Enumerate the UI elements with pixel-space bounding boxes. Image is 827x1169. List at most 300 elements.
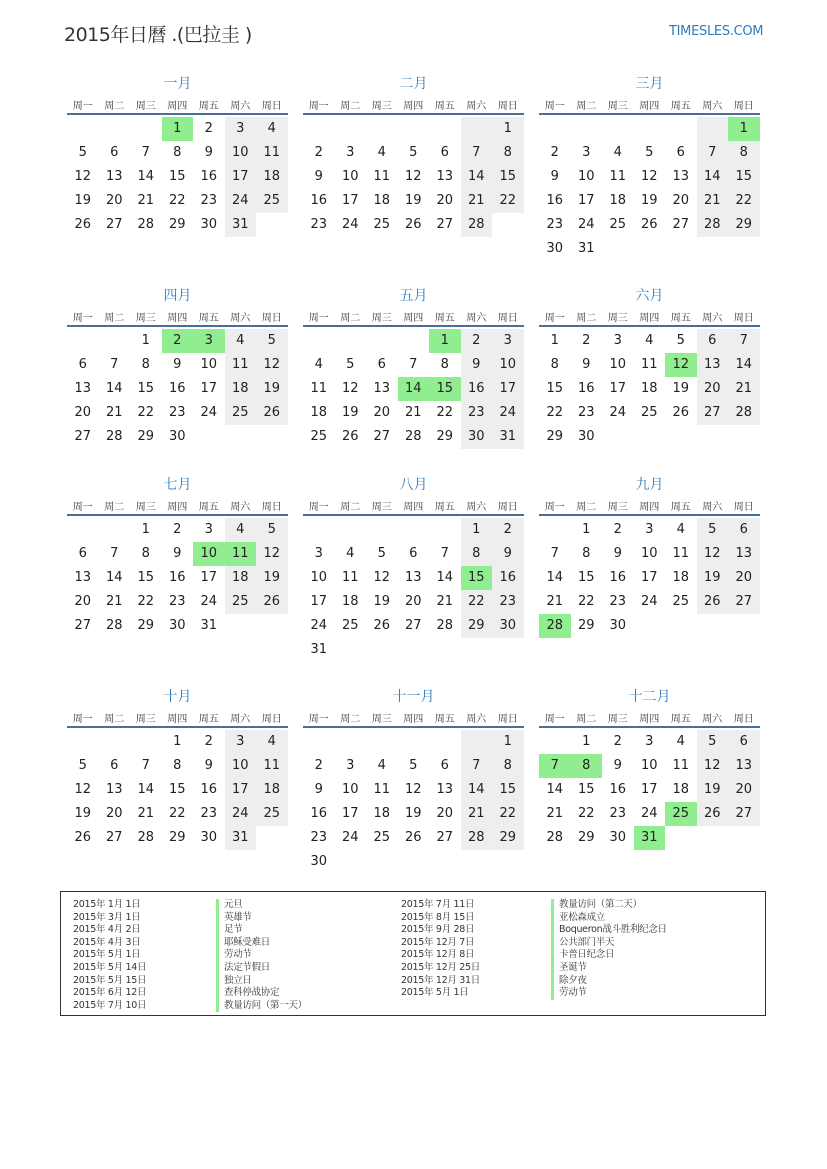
day-cell[interactable]: 25 xyxy=(609,217,627,232)
day-cell[interactable]: 8 xyxy=(141,357,150,372)
day-cell[interactable]: 27 xyxy=(373,429,391,444)
day-cell[interactable]: 22 xyxy=(436,405,454,420)
day-cell[interactable]: 4 xyxy=(676,734,685,749)
day-cell[interactable]: 6 xyxy=(78,546,87,561)
day-cell[interactable]: 4 xyxy=(645,333,654,348)
day-cell[interactable]: 15 xyxy=(137,570,155,585)
day-cell[interactable]: 6 xyxy=(728,518,760,542)
day-cell[interactable]: 26 xyxy=(672,405,690,420)
day-cell[interactable]: 12 xyxy=(665,353,697,377)
day-cell[interactable]: 29 xyxy=(461,614,493,638)
day-cell[interactable]: 6 xyxy=(728,730,760,754)
day-cell[interactable]: 24 xyxy=(200,594,218,609)
day-cell[interactable]: 11 xyxy=(225,542,257,566)
day-cell[interactable]: 14 xyxy=(436,570,454,585)
day-cell[interactable]: 16 xyxy=(310,193,328,208)
day-cell[interactable]: 25 xyxy=(672,594,690,609)
day-cell[interactable]: 6 xyxy=(697,329,729,353)
day-cell[interactable]: 2 xyxy=(162,329,194,353)
day-cell[interactable]: 4 xyxy=(346,546,355,561)
day-cell[interactable]: 10 xyxy=(640,758,658,773)
day-cell[interactable]: 22 xyxy=(461,590,493,614)
day-cell[interactable]: 29 xyxy=(728,213,760,237)
day-cell[interactable]: 16 xyxy=(492,566,524,590)
day-cell[interactable]: 16 xyxy=(310,806,328,821)
day-cell[interactable]: 3 xyxy=(582,145,591,160)
day-cell[interactable]: 8 xyxy=(571,754,603,778)
day-cell[interactable]: 5 xyxy=(346,357,355,372)
day-cell[interactable]: 30 xyxy=(577,429,595,444)
day-cell[interactable]: 16 xyxy=(200,782,218,797)
day-cell[interactable]: 2 xyxy=(314,145,323,160)
day-cell[interactable]: 10 xyxy=(225,141,257,165)
day-cell[interactable]: 23 xyxy=(200,193,218,208)
day-cell[interactable]: 26 xyxy=(404,217,422,232)
day-cell[interactable]: 27 xyxy=(105,830,123,845)
day-cell[interactable]: 1 xyxy=(492,730,524,754)
day-cell[interactable]: 31 xyxy=(634,826,666,850)
day-cell[interactable]: 13 xyxy=(105,169,123,184)
day-cell[interactable]: 9 xyxy=(582,357,591,372)
day-cell[interactable]: 1 xyxy=(141,522,150,537)
day-cell[interactable]: 17 xyxy=(492,377,524,401)
day-cell[interactable]: 28 xyxy=(436,618,454,633)
day-cell[interactable]: 28 xyxy=(137,830,155,845)
day-cell[interactable]: 27 xyxy=(672,217,690,232)
day-cell[interactable]: 7 xyxy=(141,758,150,773)
day-cell[interactable]: 13 xyxy=(74,381,92,396)
day-cell[interactable]: 19 xyxy=(404,806,422,821)
day-cell[interactable]: 2 xyxy=(314,758,323,773)
day-cell[interactable]: 12 xyxy=(74,782,92,797)
day-cell[interactable]: 26 xyxy=(74,217,92,232)
day-cell[interactable]: 14 xyxy=(728,353,760,377)
day-cell[interactable]: 6 xyxy=(110,758,119,773)
day-cell[interactable]: 5 xyxy=(409,758,418,773)
day-cell[interactable]: 2 xyxy=(173,522,182,537)
day-cell[interactable]: 10 xyxy=(193,542,225,566)
day-cell[interactable]: 29 xyxy=(168,830,186,845)
day-cell[interactable]: 17 xyxy=(577,193,595,208)
day-cell[interactable]: 12 xyxy=(373,570,391,585)
day-cell[interactable]: 20 xyxy=(728,566,760,590)
day-cell[interactable]: 19 xyxy=(404,193,422,208)
day-cell[interactable]: 16 xyxy=(609,782,627,797)
day-cell[interactable]: 18 xyxy=(310,405,328,420)
day-cell[interactable]: 18 xyxy=(672,570,690,585)
day-cell[interactable]: 26 xyxy=(256,590,288,614)
day-cell[interactable]: 19 xyxy=(74,193,92,208)
day-cell[interactable]: 27 xyxy=(728,590,760,614)
day-cell[interactable]: 31 xyxy=(200,618,218,633)
day-cell[interactable]: 26 xyxy=(74,830,92,845)
day-cell[interactable]: 28 xyxy=(728,401,760,425)
day-cell[interactable]: 3 xyxy=(225,730,257,754)
day-cell[interactable]: 25 xyxy=(256,802,288,826)
day-cell[interactable]: 24 xyxy=(640,806,658,821)
day-cell[interactable]: 25 xyxy=(225,401,257,425)
day-cell[interactable]: 22 xyxy=(168,193,186,208)
day-cell[interactable]: 21 xyxy=(546,806,564,821)
day-cell[interactable]: 12 xyxy=(697,542,729,566)
day-cell[interactable]: 5 xyxy=(256,518,288,542)
day-cell[interactable]: 8 xyxy=(461,542,493,566)
day-cell[interactable]: 2 xyxy=(613,522,622,537)
day-cell[interactable]: 21 xyxy=(436,594,454,609)
day-cell[interactable]: 1 xyxy=(173,734,182,749)
day-cell[interactable]: 10 xyxy=(341,782,359,797)
day-cell[interactable]: 26 xyxy=(640,217,658,232)
day-cell[interactable]: 18 xyxy=(256,165,288,189)
day-cell[interactable]: 5 xyxy=(377,546,386,561)
day-cell[interactable]: 18 xyxy=(373,806,391,821)
day-cell[interactable]: 20 xyxy=(74,594,92,609)
day-cell[interactable]: 21 xyxy=(105,594,123,609)
day-cell[interactable]: 2 xyxy=(492,518,524,542)
day-cell[interactable]: 29 xyxy=(577,618,595,633)
day-cell[interactable]: 4 xyxy=(377,145,386,160)
day-cell[interactable]: 10 xyxy=(609,357,627,372)
day-cell[interactable]: 15 xyxy=(577,570,595,585)
day-cell[interactable]: 27 xyxy=(436,830,454,845)
day-cell[interactable]: 28 xyxy=(404,429,422,444)
day-cell[interactable]: 29 xyxy=(436,429,454,444)
day-cell[interactable]: 21 xyxy=(105,405,123,420)
day-cell[interactable]: 11 xyxy=(672,758,690,773)
day-cell[interactable]: 18 xyxy=(609,193,627,208)
day-cell[interactable]: 23 xyxy=(310,830,328,845)
day-cell[interactable]: 7 xyxy=(697,141,729,165)
day-cell[interactable]: 6 xyxy=(676,145,685,160)
day-cell[interactable]: 28 xyxy=(546,830,564,845)
day-cell[interactable]: 24 xyxy=(225,189,257,213)
day-cell[interactable]: 17 xyxy=(341,193,359,208)
day-cell[interactable]: 12 xyxy=(640,169,658,184)
day-cell[interactable]: 31 xyxy=(492,425,524,449)
day-cell[interactable]: 13 xyxy=(436,169,454,184)
day-cell[interactable]: 1 xyxy=(429,329,461,353)
day-cell[interactable]: 11 xyxy=(373,782,391,797)
day-cell[interactable]: 23 xyxy=(461,401,493,425)
day-cell[interactable]: 26 xyxy=(404,830,422,845)
day-cell[interactable]: 1 xyxy=(461,518,493,542)
day-cell[interactable]: 11 xyxy=(609,169,627,184)
day-cell[interactable]: 14 xyxy=(398,377,430,401)
day-cell[interactable]: 12 xyxy=(404,169,422,184)
day-cell[interactable]: 1 xyxy=(582,734,591,749)
day-cell[interactable]: 14 xyxy=(137,782,155,797)
day-cell[interactable]: 6 xyxy=(78,357,87,372)
day-cell[interactable]: 14 xyxy=(461,778,493,802)
day-cell[interactable]: 14 xyxy=(105,570,123,585)
day-cell[interactable]: 1 xyxy=(582,522,591,537)
day-cell[interactable]: 7 xyxy=(550,546,559,561)
day-cell[interactable]: 4 xyxy=(314,357,323,372)
day-cell[interactable]: 12 xyxy=(74,169,92,184)
day-cell[interactable]: 23 xyxy=(577,405,595,420)
day-cell[interactable]: 4 xyxy=(225,518,257,542)
day-cell[interactable]: 1 xyxy=(141,333,150,348)
day-cell[interactable]: 7 xyxy=(110,357,119,372)
day-cell[interactable]: 28 xyxy=(697,213,729,237)
day-cell[interactable]: 21 xyxy=(137,806,155,821)
day-cell[interactable]: 27 xyxy=(728,802,760,826)
day-cell[interactable]: 5 xyxy=(645,145,654,160)
day-cell[interactable]: 10 xyxy=(225,754,257,778)
day-cell[interactable]: 20 xyxy=(697,377,729,401)
day-cell[interactable]: 26 xyxy=(341,429,359,444)
day-cell[interactable]: 1 xyxy=(492,117,524,141)
day-cell[interactable]: 29 xyxy=(546,429,564,444)
day-cell[interactable]: 3 xyxy=(346,145,355,160)
day-cell[interactable]: 25 xyxy=(256,189,288,213)
day-cell[interactable]: 14 xyxy=(461,165,493,189)
day-cell[interactable]: 16 xyxy=(577,381,595,396)
day-cell[interactable]: 27 xyxy=(404,618,422,633)
day-cell[interactable]: 24 xyxy=(577,217,595,232)
day-cell[interactable]: 23 xyxy=(168,405,186,420)
day-cell[interactable]: 15 xyxy=(492,778,524,802)
day-cell[interactable]: 2 xyxy=(204,734,213,749)
day-cell[interactable]: 15 xyxy=(546,381,564,396)
day-cell[interactable]: 20 xyxy=(74,405,92,420)
day-cell[interactable]: 10 xyxy=(577,169,595,184)
day-cell[interactable]: 28 xyxy=(539,614,571,638)
day-cell[interactable]: 2 xyxy=(204,121,213,136)
day-cell[interactable]: 24 xyxy=(492,401,524,425)
day-cell[interactable]: 30 xyxy=(200,217,218,232)
day-cell[interactable]: 8 xyxy=(728,141,760,165)
day-cell[interactable]: 12 xyxy=(697,754,729,778)
day-cell[interactable]: 19 xyxy=(256,566,288,590)
day-cell[interactable]: 23 xyxy=(609,806,627,821)
day-cell[interactable]: 21 xyxy=(137,193,155,208)
day-cell[interactable]: 11 xyxy=(373,169,391,184)
day-cell[interactable]: 19 xyxy=(697,778,729,802)
day-cell[interactable]: 11 xyxy=(341,570,359,585)
day-cell[interactable]: 22 xyxy=(137,405,155,420)
day-cell[interactable]: 20 xyxy=(404,594,422,609)
day-cell[interactable]: 5 xyxy=(697,730,729,754)
day-cell[interactable]: 16 xyxy=(609,570,627,585)
day-cell[interactable]: 21 xyxy=(461,802,493,826)
day-cell[interactable]: 13 xyxy=(728,754,760,778)
day-cell[interactable]: 15 xyxy=(577,782,595,797)
day-cell[interactable]: 5 xyxy=(697,518,729,542)
day-cell[interactable]: 5 xyxy=(78,145,87,160)
day-cell[interactable]: 7 xyxy=(440,546,449,561)
day-cell[interactable]: 2 xyxy=(582,333,591,348)
day-cell[interactable]: 17 xyxy=(225,778,257,802)
day-cell[interactable]: 27 xyxy=(105,217,123,232)
day-cell[interactable]: 9 xyxy=(173,546,182,561)
site-link[interactable]: TIMESLES.COM xyxy=(669,24,764,39)
day-cell[interactable]: 14 xyxy=(697,165,729,189)
day-cell[interactable]: 1 xyxy=(550,333,559,348)
day-cell[interactable]: 30 xyxy=(310,854,328,869)
day-cell[interactable]: 10 xyxy=(310,570,328,585)
day-cell[interactable]: 31 xyxy=(225,213,257,237)
day-cell[interactable]: 26 xyxy=(697,802,729,826)
day-cell[interactable]: 13 xyxy=(105,782,123,797)
day-cell[interactable]: 17 xyxy=(200,381,218,396)
day-cell[interactable]: 19 xyxy=(640,193,658,208)
day-cell[interactable]: 3 xyxy=(346,758,355,773)
day-cell[interactable]: 4 xyxy=(256,117,288,141)
day-cell[interactable]: 4 xyxy=(256,730,288,754)
day-cell[interactable]: 23 xyxy=(200,806,218,821)
day-cell[interactable]: 11 xyxy=(310,381,328,396)
day-cell[interactable]: 3 xyxy=(492,329,524,353)
day-cell[interactable]: 23 xyxy=(168,594,186,609)
day-cell[interactable]: 14 xyxy=(105,381,123,396)
day-cell[interactable]: 15 xyxy=(492,165,524,189)
day-cell[interactable]: 15 xyxy=(429,377,461,401)
day-cell[interactable]: 18 xyxy=(225,377,257,401)
day-cell[interactable]: 9 xyxy=(613,546,622,561)
day-cell[interactable]: 10 xyxy=(200,357,218,372)
day-cell[interactable]: 8 xyxy=(173,145,182,160)
day-cell[interactable]: 27 xyxy=(697,401,729,425)
day-cell[interactable]: 11 xyxy=(225,353,257,377)
day-cell[interactable]: 3 xyxy=(204,522,213,537)
day-cell[interactable]: 24 xyxy=(225,802,257,826)
day-cell[interactable]: 30 xyxy=(492,614,524,638)
day-cell[interactable]: 9 xyxy=(492,542,524,566)
day-cell[interactable]: 7 xyxy=(141,145,150,160)
day-cell[interactable]: 22 xyxy=(168,806,186,821)
day-cell[interactable]: 8 xyxy=(173,758,182,773)
day-cell[interactable]: 24 xyxy=(609,405,627,420)
day-cell[interactable]: 14 xyxy=(546,570,564,585)
day-cell[interactable]: 25 xyxy=(665,802,697,826)
day-cell[interactable]: 9 xyxy=(204,758,213,773)
day-cell[interactable]: 19 xyxy=(373,594,391,609)
day-cell[interactable]: 10 xyxy=(640,546,658,561)
day-cell[interactable]: 9 xyxy=(550,169,559,184)
day-cell[interactable]: 30 xyxy=(168,429,186,444)
day-cell[interactable]: 8 xyxy=(582,546,591,561)
day-cell[interactable]: 16 xyxy=(200,169,218,184)
day-cell[interactable]: 4 xyxy=(676,522,685,537)
day-cell[interactable]: 25 xyxy=(310,429,328,444)
day-cell[interactable]: 24 xyxy=(341,830,359,845)
day-cell[interactable]: 8 xyxy=(440,357,449,372)
day-cell[interactable]: 22 xyxy=(492,802,524,826)
day-cell[interactable]: 8 xyxy=(492,754,524,778)
day-cell[interactable]: 13 xyxy=(404,570,422,585)
day-cell[interactable]: 10 xyxy=(341,169,359,184)
day-cell[interactable]: 21 xyxy=(546,594,564,609)
day-cell[interactable]: 29 xyxy=(577,830,595,845)
day-cell[interactable]: 19 xyxy=(256,377,288,401)
day-cell[interactable]: 17 xyxy=(640,570,658,585)
day-cell[interactable]: 21 xyxy=(728,377,760,401)
day-cell[interactable]: 27 xyxy=(74,429,92,444)
day-cell[interactable]: 1 xyxy=(728,117,760,141)
day-cell[interactable]: 13 xyxy=(373,381,391,396)
day-cell[interactable]: 18 xyxy=(640,381,658,396)
day-cell[interactable]: 13 xyxy=(436,782,454,797)
day-cell[interactable]: 6 xyxy=(377,357,386,372)
day-cell[interactable]: 3 xyxy=(314,546,323,561)
day-cell[interactable]: 18 xyxy=(225,566,257,590)
day-cell[interactable]: 28 xyxy=(105,618,123,633)
day-cell[interactable]: 12 xyxy=(256,542,288,566)
day-cell[interactable]: 11 xyxy=(640,357,658,372)
day-cell[interactable]: 7 xyxy=(461,754,493,778)
day-cell[interactable]: 4 xyxy=(613,145,622,160)
day-cell[interactable]: 20 xyxy=(728,778,760,802)
day-cell[interactable]: 17 xyxy=(225,165,257,189)
day-cell[interactable]: 3 xyxy=(613,333,622,348)
day-cell[interactable]: 22 xyxy=(577,806,595,821)
day-cell[interactable]: 18 xyxy=(373,193,391,208)
day-cell[interactable]: 21 xyxy=(404,405,422,420)
day-cell[interactable]: 23 xyxy=(609,594,627,609)
day-cell[interactable]: 13 xyxy=(74,570,92,585)
day-cell[interactable]: 20 xyxy=(436,193,454,208)
day-cell[interactable]: 17 xyxy=(200,570,218,585)
day-cell[interactable]: 19 xyxy=(697,566,729,590)
day-cell[interactable]: 7 xyxy=(409,357,418,372)
day-cell[interactable]: 5 xyxy=(676,333,685,348)
day-cell[interactable]: 25 xyxy=(225,590,257,614)
day-cell[interactable]: 19 xyxy=(672,381,690,396)
day-cell[interactable]: 17 xyxy=(609,381,627,396)
day-cell[interactable]: 15 xyxy=(168,169,186,184)
day-cell[interactable]: 26 xyxy=(697,590,729,614)
day-cell[interactable]: 12 xyxy=(341,381,359,396)
day-cell[interactable]: 7 xyxy=(110,546,119,561)
day-cell[interactable]: 25 xyxy=(341,618,359,633)
day-cell[interactable]: 12 xyxy=(256,353,288,377)
day-cell[interactable]: 23 xyxy=(492,590,524,614)
day-cell[interactable]: 25 xyxy=(373,217,391,232)
day-cell[interactable]: 17 xyxy=(341,806,359,821)
day-cell[interactable]: 22 xyxy=(546,405,564,420)
day-cell[interactable]: 18 xyxy=(672,782,690,797)
day-cell[interactable]: 16 xyxy=(546,193,564,208)
day-cell[interactable]: 29 xyxy=(137,618,155,633)
day-cell[interactable]: 3 xyxy=(193,329,225,353)
day-cell[interactable]: 17 xyxy=(640,782,658,797)
day-cell[interactable]: 16 xyxy=(461,377,493,401)
day-cell[interactable]: 24 xyxy=(640,594,658,609)
day-cell[interactable]: 23 xyxy=(310,217,328,232)
day-cell[interactable]: 9 xyxy=(204,145,213,160)
day-cell[interactable]: 20 xyxy=(105,193,123,208)
day-cell[interactable]: 22 xyxy=(577,594,595,609)
day-cell[interactable]: 10 xyxy=(492,353,524,377)
day-cell[interactable]: 31 xyxy=(310,642,328,657)
day-cell[interactable]: 20 xyxy=(672,193,690,208)
day-cell[interactable]: 30 xyxy=(546,241,564,256)
day-cell[interactable]: 28 xyxy=(105,429,123,444)
day-cell[interactable]: 9 xyxy=(613,758,622,773)
day-cell[interactable]: 23 xyxy=(546,217,564,232)
day-cell[interactable]: 24 xyxy=(200,405,218,420)
day-cell[interactable]: 27 xyxy=(436,217,454,232)
day-cell[interactable]: 4 xyxy=(377,758,386,773)
day-cell[interactable]: 27 xyxy=(74,618,92,633)
day-cell[interactable]: 7 xyxy=(728,329,760,353)
day-cell[interactable]: 12 xyxy=(404,782,422,797)
day-cell[interactable]: 13 xyxy=(728,542,760,566)
day-cell[interactable]: 18 xyxy=(341,594,359,609)
day-cell[interactable]: 11 xyxy=(256,141,288,165)
day-cell[interactable]: 19 xyxy=(341,405,359,420)
